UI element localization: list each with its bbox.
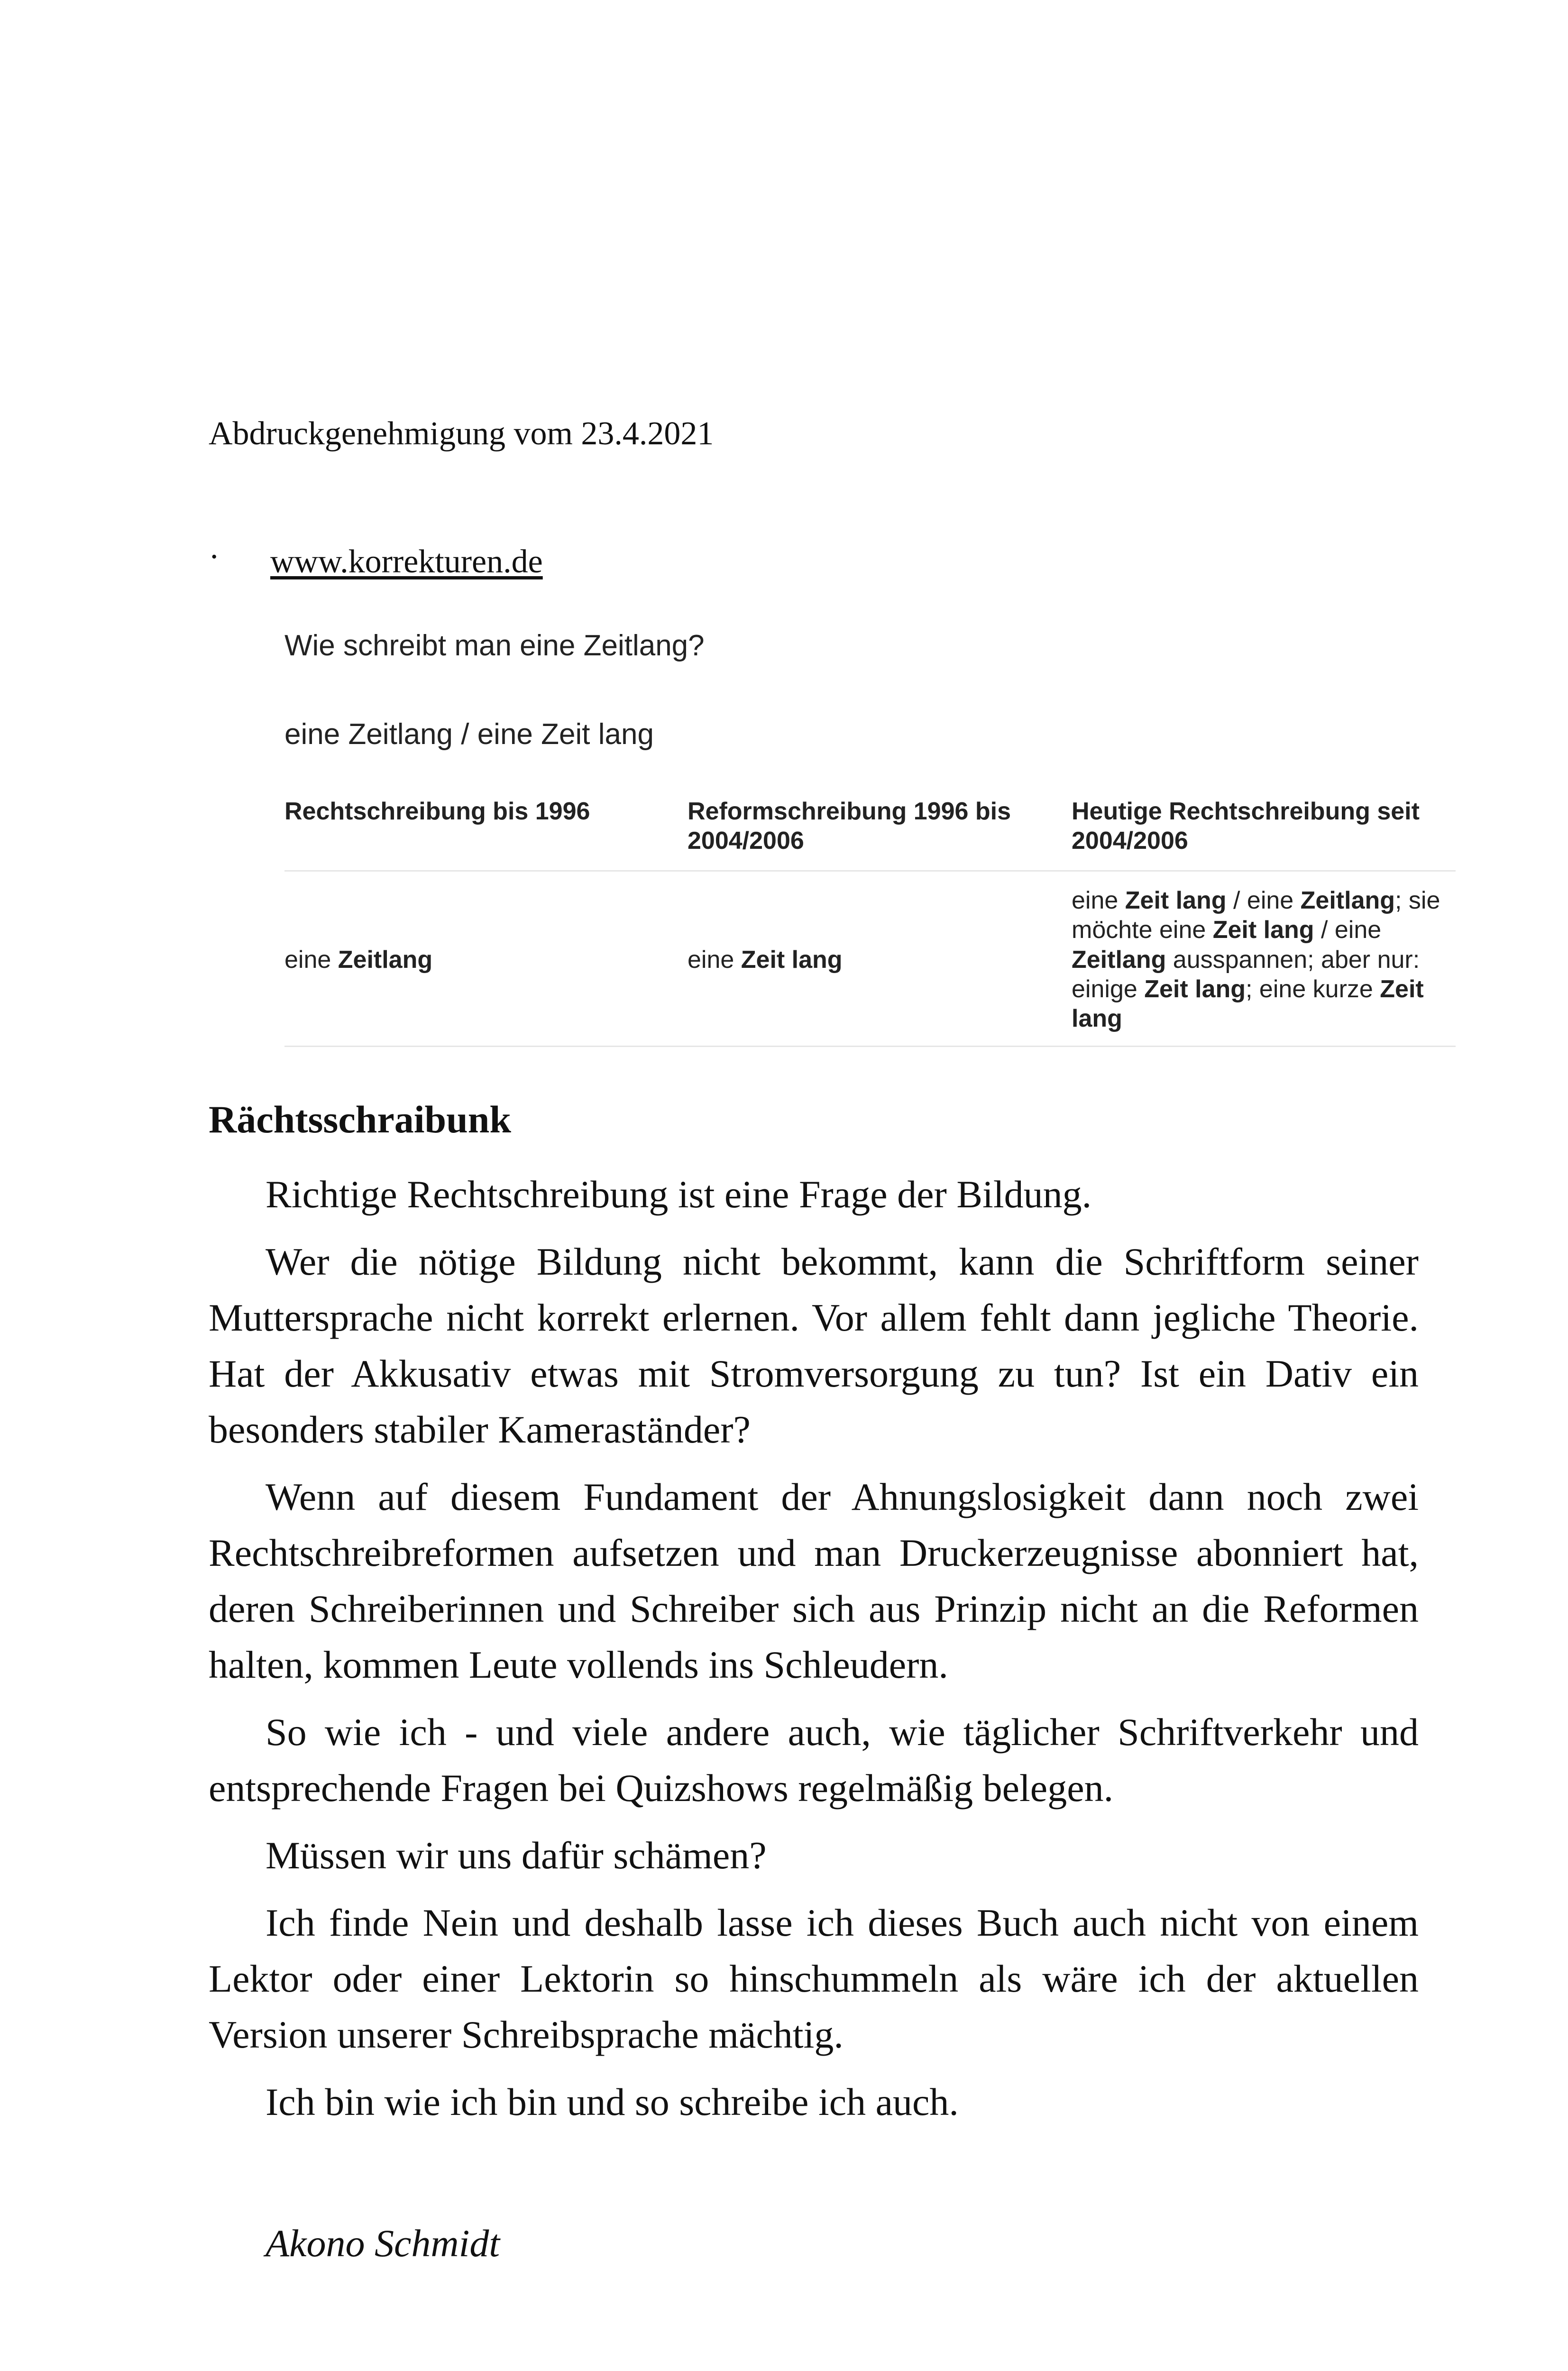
spelling-comparison-table [284,797,1456,1047]
source-link[interactable]: www.korrekturen.de [270,543,543,580]
cell-segment: ausspannen; aber nur: einige [1072,946,1420,1003]
author-signature: Akono Schmidt [266,2222,500,2265]
paragraph: Ich bin wie ich bin und so schreibe ich auch. [266,2080,959,2123]
cell-segment-bold: Zeit lang [1144,975,1246,1003]
cell-reform-1996-2006 [688,871,1072,1046]
cell-until-1996 [284,871,688,1046]
paragraph: Wer die nötige Bildung nicht bekommt, kann die Schriftform seiner Muttersprache nicht korrekt erlernen. Vor allem fehlt dann jegliche Theorie. Hat der Akkusativ etwas mit Stromversorgung zu tun? Ist ein Dativ ein besonders stabiler Kameraständer? [209,1240,1419,1451]
paragraph: Wenn auf diesem Fundament der Ahnungslosigkeit dann noch zwei Rechtschreibreformen aufsetzen und man Druckerzeugnisse abonniert hat, deren Schreiberinnen und Schreiber sich aus Prinzip nicht an die Reformen halten, kommen Leute vollends ins Schleudern. [209,1475,1419,1686]
cell-segment: ; eine kurze [1246,975,1380,1003]
cell-text: eine [688,946,741,974]
section-heading: Rächtsschraibunk [209,1098,511,1141]
cell-segment: eine [1072,886,1125,914]
table-row [284,871,1456,1046]
body-text [209,1167,1419,2141]
cell-segment-bold: Zeitlang [1072,946,1166,974]
cell-segment-bold: Zeit lang [1125,886,1227,914]
cell-segment-bold: Zeitlang [1300,886,1395,914]
paragraph: So wie ich - und viele andere auch, wie täglicher Schriftverkehr und entsprechende Fragen bei Quizshows regelmäßig belegen. [209,1710,1419,1810]
cell-bold-text: Zeit lang [741,946,843,974]
cell-segment: / eine [1314,916,1382,944]
cell-segment: / eine [1226,886,1301,914]
embedded-screenshot [284,616,1456,1086]
cell-bold-text: Zeitlang [338,946,433,974]
paragraph: Ich finde Nein und deshalb lasse ich dieses Buch auch nicht von einem Lektor oder einer Lektorin so hinschummeln als wäre ich der aktuellen Version unserer Schreibsprache mächtig. [209,1901,1419,2056]
list-bullet: · [209,539,220,575]
table-header-row [284,797,1456,871]
header-until-1996: Rechtschreibung bis 1996 [284,797,688,871]
screenshot-variants: eine Zeitlang / eine Zeit lang [284,718,654,751]
header-current-since-2006: Heutige Rechtschreibung seit 2004/2006 [1072,797,1456,871]
cell-segment: ; sie möchte eine [1072,886,1440,944]
cell-current-since-2006 [1072,871,1456,1046]
cell-text: eine [284,946,338,974]
permission-note: Abdruckgenehmigung vom 23.4.2021 [209,415,714,452]
paragraph: Müssen wir uns dafür schämen? [266,1834,767,1877]
header-reform-1996-2006: Reformschreibung 1996 bis 2004/2006 [688,797,1072,871]
cell-segment-bold: Zeit lang [1212,916,1314,944]
cell-segment-bold: Zeit lang [1072,975,1424,1033]
screenshot-question: Wie schreibt man eine Zeitlang? [284,629,705,662]
paragraph: Richtige Rechtschreibung ist eine Frage der Bildung. [266,1173,1092,1216]
